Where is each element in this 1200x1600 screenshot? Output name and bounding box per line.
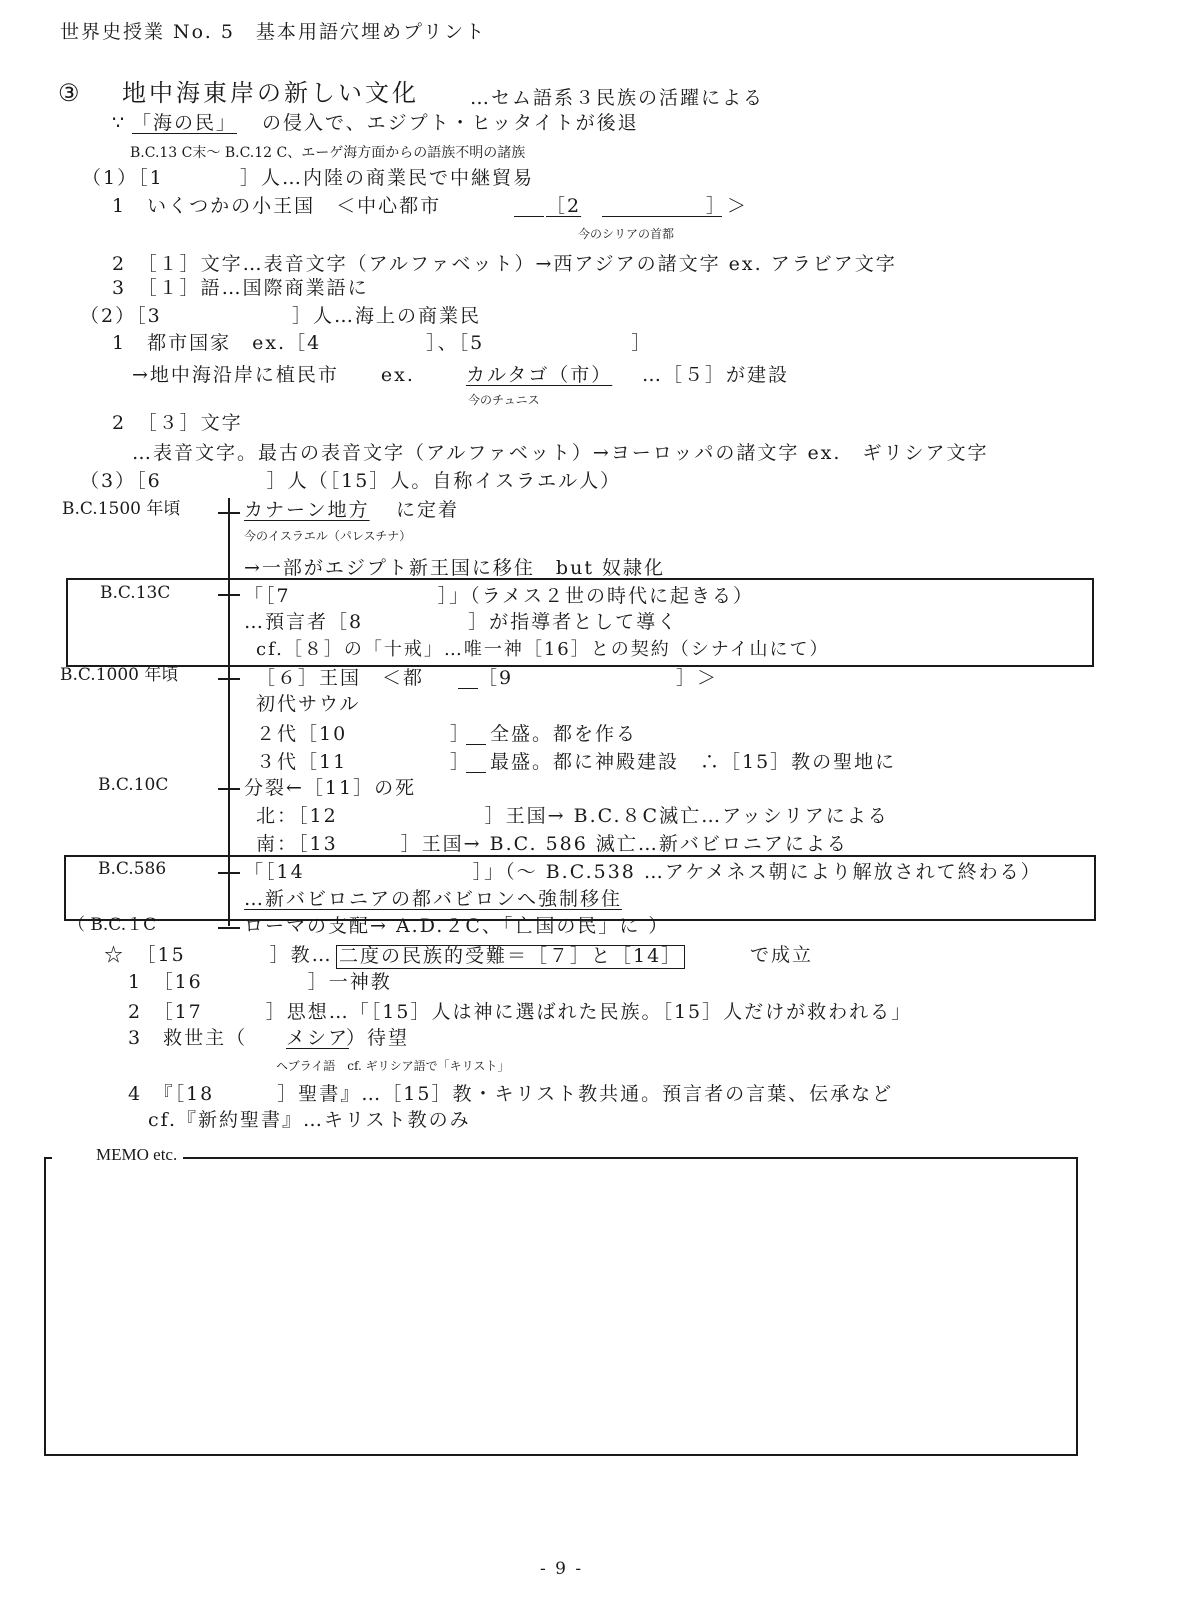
established: で成立	[750, 944, 814, 966]
blank-underline	[466, 752, 486, 773]
star-item-3: 3 救世主（	[128, 1027, 248, 1049]
timeline-tick	[218, 788, 240, 790]
roman-rule: ローマの支配→ A.D.２C、「亡国の民」に ）	[244, 915, 670, 937]
blank-underline	[458, 668, 478, 689]
item-2-label: （2）［3	[80, 305, 162, 327]
timeline-tick	[218, 512, 240, 514]
first-king: 初代サウル	[256, 693, 361, 715]
item-1-1-end: ］＞	[706, 195, 749, 217]
north-kingdom: 北：［12 ］王国→ B.C.８C滅亡…アッシリアによる	[256, 805, 889, 827]
item-1-text: ］人…内陸の商業民で中継貿易	[240, 167, 535, 189]
star-item-1: 1 ［16 ］一神教	[128, 971, 392, 993]
timeline-tick	[218, 927, 240, 929]
item-3-label: （3）［6 ］人（［15］人。自称イスラエル人）	[80, 470, 622, 492]
date-13c: B.C.13C	[100, 583, 171, 603]
prophet: …預言者［8 ］が指導者として導く	[244, 611, 679, 633]
egypt-migration: →一部がエジプト新王国に移住 but 奴隷化	[244, 557, 665, 579]
item-2-2b: …表音文字。最古の表音文字（アルファベット）→ヨーロッパの諸文字 ex. ギリシア文字	[132, 442, 989, 464]
third-king-desc: 最盛。都に神殿建設 ∴［15］教の聖地に	[490, 751, 897, 773]
section-title: 地中海東岸の新しい文化	[122, 79, 419, 107]
item-2-text: ］人…海上の商業民	[292, 305, 482, 327]
forced-migration: …新バビロニアの都バビロンへ強制移住	[244, 888, 623, 910]
star-line: ☆ ［15 ］教…	[104, 944, 333, 966]
carthage: カルタゴ（市）	[466, 364, 613, 386]
second-king: ２代［10	[256, 723, 348, 745]
exodus: 「［7 ］」（ラメス２世の時代に起きる）	[244, 585, 755, 607]
south-kingdom: 南：［13 ］王国→ B.C. 586 滅亡…新バビロニアによる	[256, 833, 848, 855]
new-testament: cf.『新約聖書』…キリスト教のみ	[148, 1109, 471, 1131]
blank-underline	[514, 196, 544, 217]
section-number: ③	[58, 79, 83, 107]
page-header: 世界史授業 No. 5 基本用語穴埋めプリント	[60, 21, 487, 43]
kingdom: ［６］王国 ＜都	[256, 667, 425, 689]
messiah: メシア	[286, 1027, 350, 1049]
memo-box[interactable]	[44, 1157, 1078, 1456]
item-1-1: 1 いくつかの小王国 ＜中心都市	[112, 195, 442, 217]
date-10c: B.C.10C	[98, 775, 169, 795]
timeline-tick	[218, 678, 240, 680]
blank-underline	[602, 196, 722, 217]
commandments: cf.［８］の「十戒」…唯一神［16］との契約（シナイ山にて）	[256, 639, 830, 660]
line-because-mark: ∵	[112, 112, 127, 134]
item-1-1-blank: ［2	[546, 195, 582, 217]
division: 分裂←［11］の死	[244, 777, 417, 799]
capital-end: ］＞	[676, 667, 719, 689]
second-king-desc: 全盛。都を作る	[490, 723, 638, 745]
item-2-1b-end: …［５］が建設	[642, 364, 790, 386]
canaan-note: 今のイスラエル（パレスチナ）	[244, 529, 412, 543]
item-1-1-note: 今のシリアの首都	[578, 227, 675, 241]
item-2-2: 2 ［３］文字	[112, 412, 243, 434]
date-1500: B.C.1500 年頃	[62, 499, 181, 519]
item-1-3: 3 ［１］語…国際商業語に	[112, 277, 369, 299]
star-item-4: 4 『［18 ］聖書』…［15］教・キリスト教共通。預言者の言葉、伝承など	[128, 1083, 894, 1105]
capital-blank: ［9	[478, 667, 514, 689]
date-586: B.C.586	[98, 859, 167, 879]
date-1000: B.C.1000 年頃	[60, 665, 179, 685]
blank-underline	[466, 724, 486, 745]
star-item-2: 2 ［17 ］思想…「［15］人は神に選ばれた民族。［15］人だけが救われる」	[128, 1001, 913, 1023]
item-2-1b: →地中海沿岸に植民市 ex.	[132, 364, 415, 386]
item-1-2: 2 ［１］文字…表音文字（アルファベット）→西アジアの諸文字 ex. アラビア文字	[112, 253, 897, 275]
third-king: ３代［11	[256, 751, 348, 773]
line-sea-peoples: 「海の民」	[132, 112, 238, 134]
section-subtitle: …セム語系３民族の活躍による	[470, 87, 765, 109]
date-1c: （ B.C.１C	[68, 915, 157, 935]
page-number: - 9 -	[540, 1559, 584, 1579]
settle: に定着	[396, 499, 460, 521]
two-sufferings: 二度の民族的受難＝［７］と［14］	[336, 945, 685, 969]
item-1-label: （1）［1	[82, 167, 164, 189]
second-king-close: ］	[450, 723, 472, 745]
item-2-1: 1 都市国家 ex.［4 ］、［5 ］	[112, 332, 653, 354]
star-item-3-end: ）待望	[346, 1027, 410, 1049]
item-2-1-note: 今のチュニス	[468, 393, 540, 407]
messiah-note: ヘブライ語 cf. ギリシア語で「キリスト」	[276, 1059, 510, 1073]
memo-label: MEMO etc.	[52, 1145, 183, 1165]
line-era-note: B.C.13 C末～ B.C.12 C、エーゲ海方面からの語族不明の諸族	[130, 145, 526, 161]
line-invasion: の侵入で、エジプト・ヒッタイトが後退	[262, 112, 639, 134]
canaan: カナーン地方	[244, 499, 370, 521]
third-king-close: ］	[450, 751, 472, 773]
captivity: 「［14 ］」（～ B.C.538 …アケメネス朝により解放されて終わる）	[244, 861, 1042, 883]
